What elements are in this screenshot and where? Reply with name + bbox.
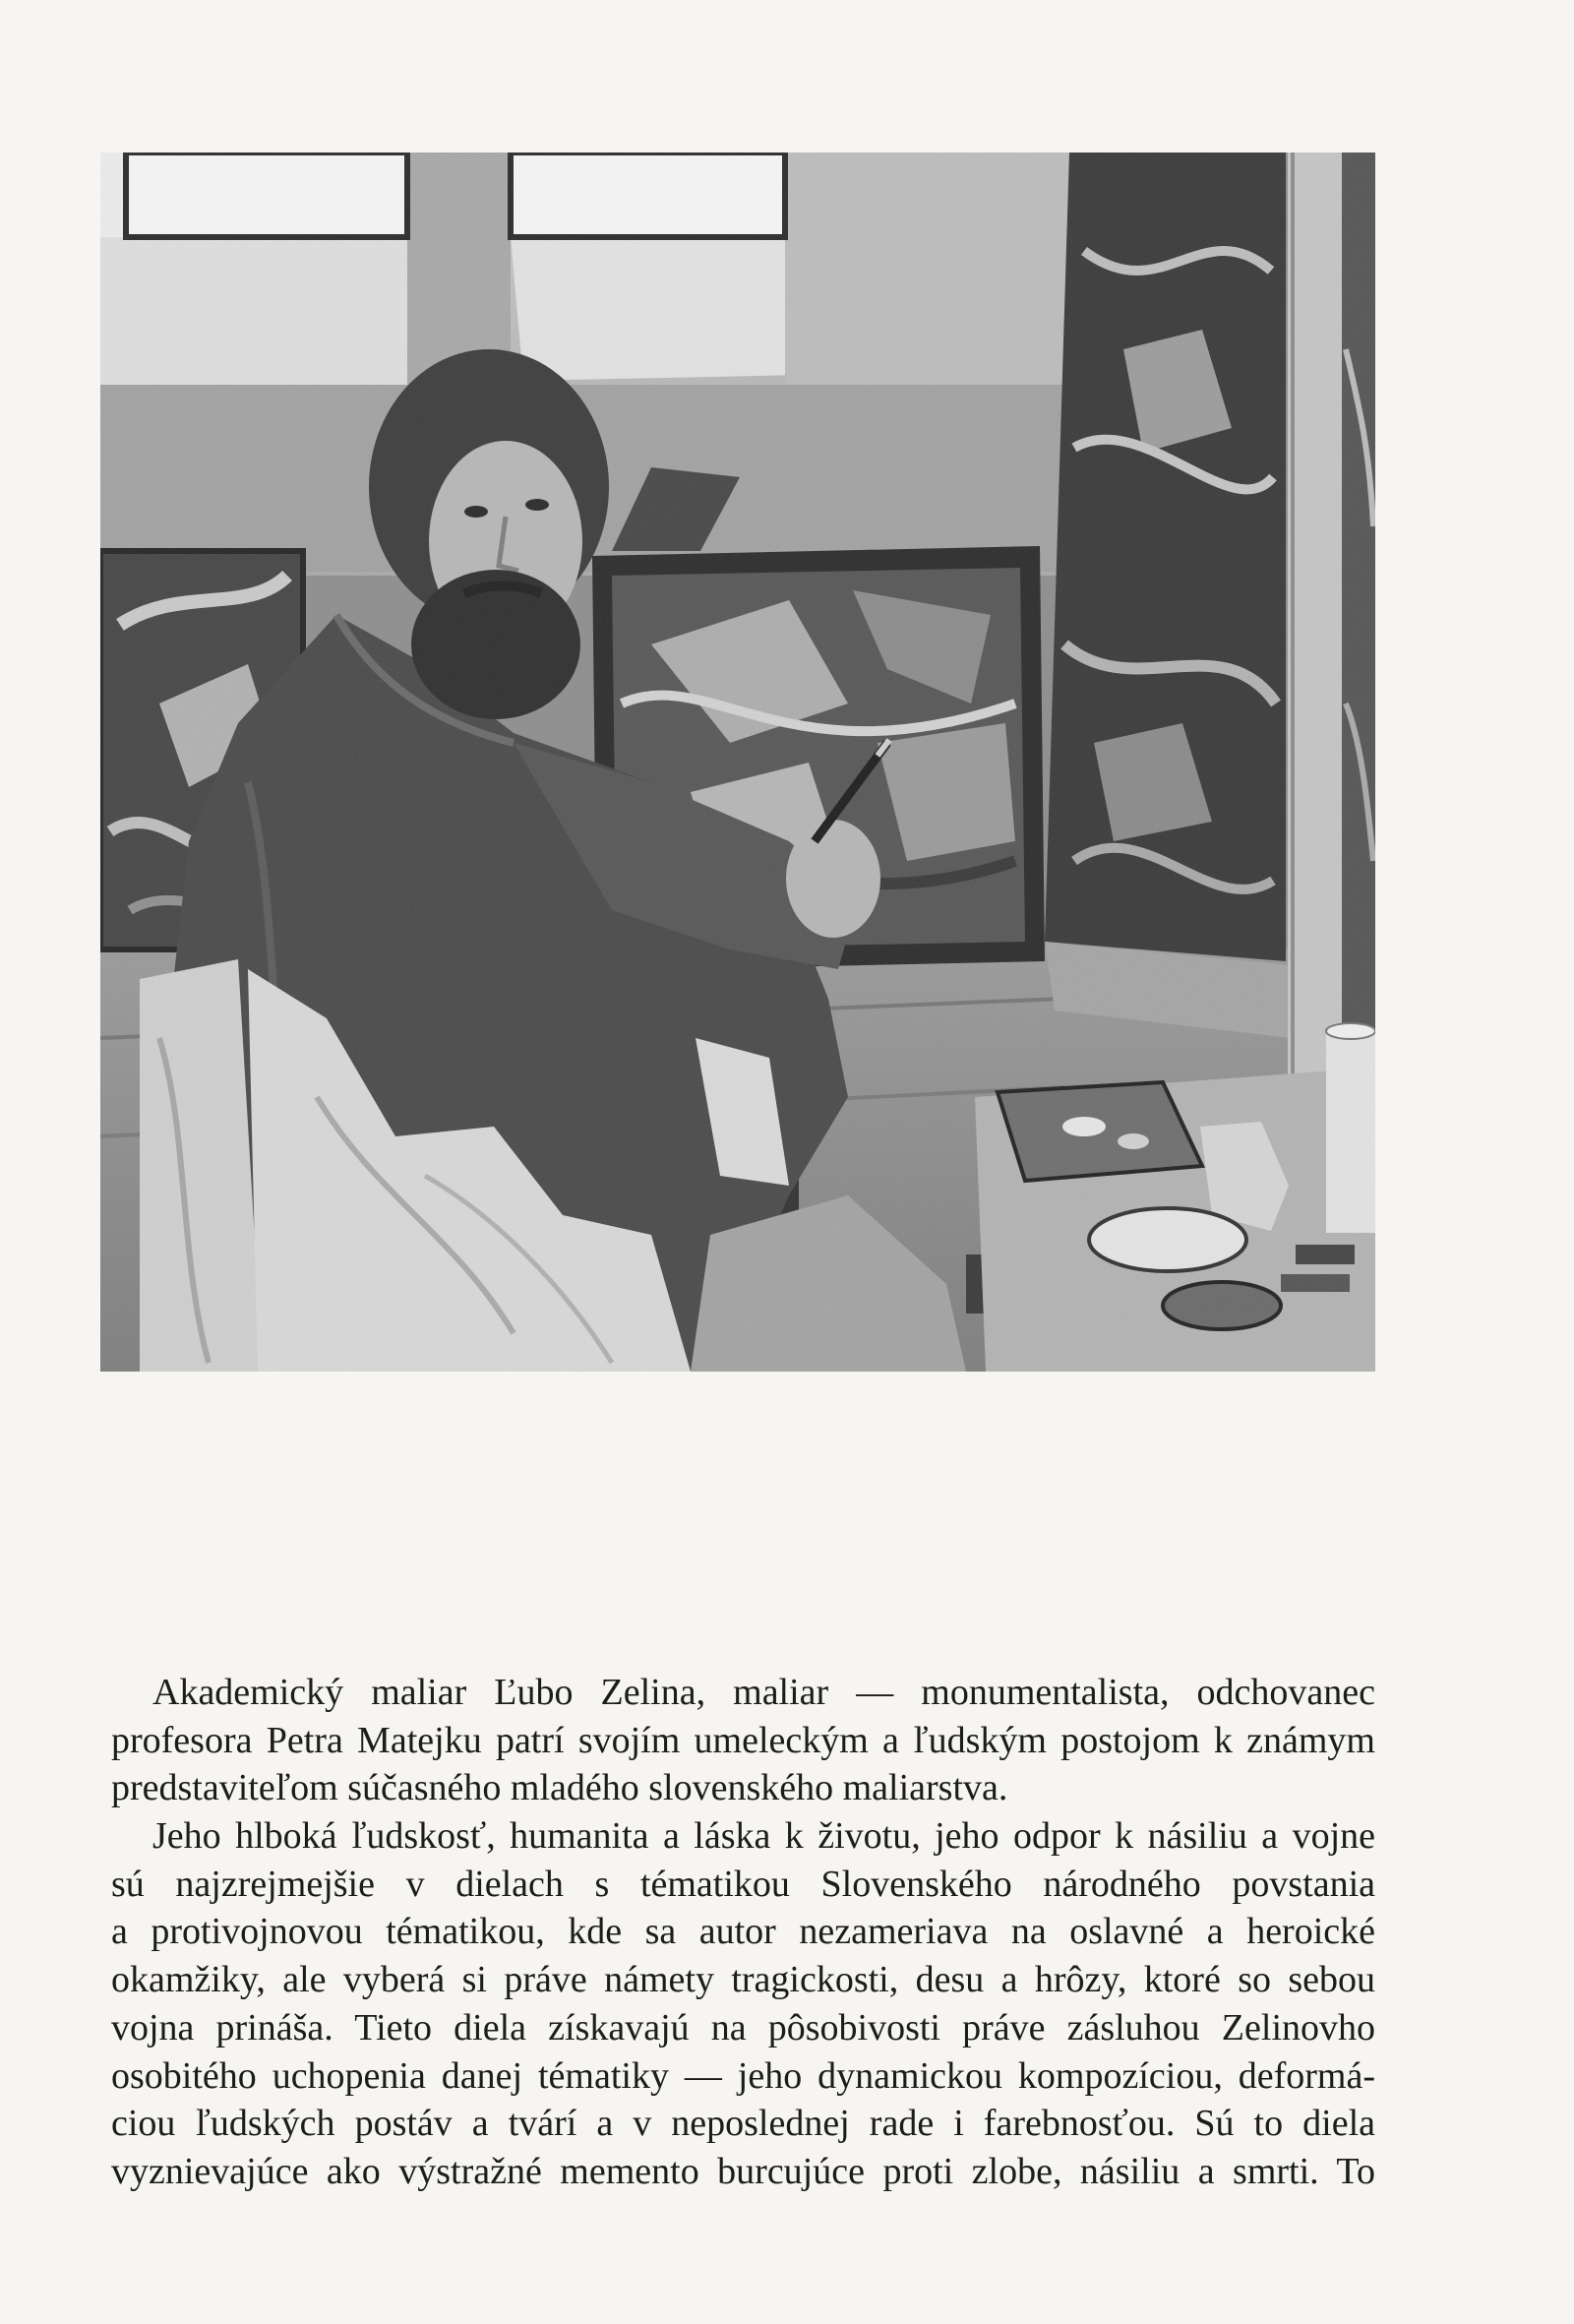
text-line: vyznievajúce ako výstražné memento burcujúce proti zlobe, násiliu a smrti. To — [111, 2150, 1375, 2192]
text-line: Akademický maliar Ľubo Zelina, maliar — monumentalista, odchovanec — [152, 1672, 1375, 1713]
film-grain — [100, 153, 1375, 1372]
text-line: a protivojnovou tématikou, kde sa autor nezameriava na oslavné a heroické — [111, 1911, 1375, 1953]
text-line: profesora Petra Matejku patrí svojím umeleckým a ľudským postojom k známym — [111, 1719, 1375, 1761]
paragraph-1 — [111, 1669, 1375, 1812]
article-text — [111, 1669, 1375, 2196]
text-line: predstaviteľom súčasného mladého slovenského maliarstva. — [111, 1767, 1008, 1809]
text-line: okamžiky, ale vyberá si práve námety tragickosti, desu a hrôzy, ktoré so sebou — [111, 1959, 1375, 2001]
text-line: Jeho hlboká ľudskosť, humanita a láska k životu, jeho odpor k násiliu a vojne — [152, 1815, 1375, 1858]
text-line: osobitého uchopenia danej tématiky — jeho dynamickou kompozíciou, deformá- — [111, 2054, 1375, 2097]
photograph-image — [100, 153, 1375, 1372]
text-line: sú najzrejmejšie v dielach s tématikou Slovenského národného povstania — [111, 1863, 1375, 1905]
text-line: vojna prináša. Tieto diela získavajú na pôsobivosti práve zásluhou Zelinovho — [111, 2006, 1375, 2049]
paragraph-2 — [111, 1812, 1375, 2196]
studio-photograph — [100, 153, 1375, 1372]
text-line: ciou ľudských postáv a tvárí a v neposlednej rade i farebnosťou. Sú to diela — [111, 2103, 1375, 2145]
